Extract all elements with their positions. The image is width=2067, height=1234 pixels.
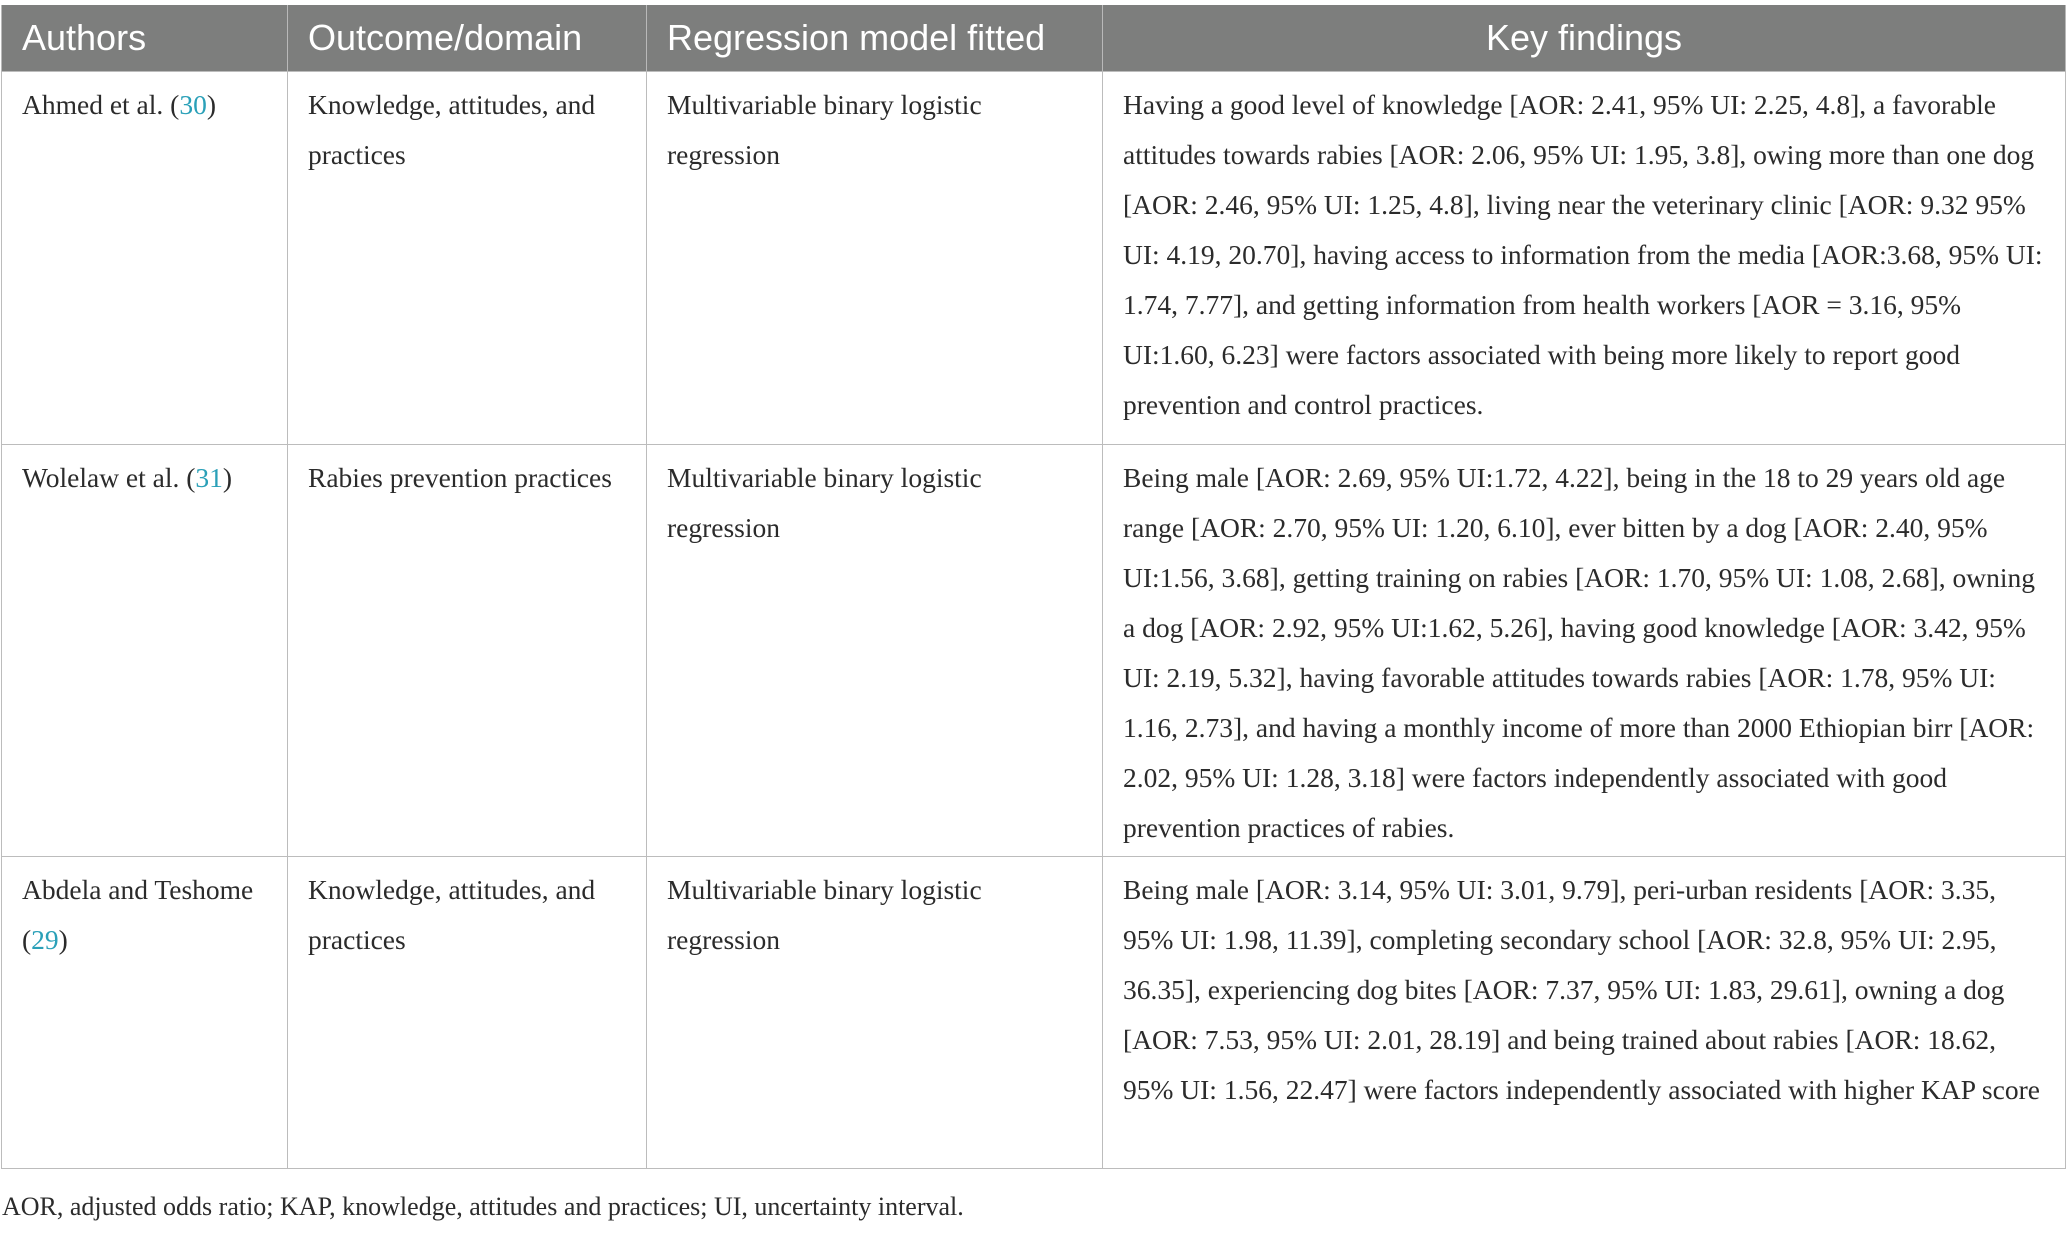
author-name: Abdela and Teshome ( <box>22 874 254 955</box>
cell-authors <box>2 445 288 857</box>
cell-model: Multivariable binary logistic regression <box>647 857 1103 1169</box>
cell-authors <box>2 857 288 1169</box>
citation-link[interactable]: 29 <box>31 924 59 955</box>
cell-model: Multivariable binary logistic regression <box>647 445 1103 857</box>
cell-authors <box>2 72 288 445</box>
table-header-row <box>2 5 2066 72</box>
cell-findings: Being male [AOR: 2.69, 95% UI:1.72, 4.22], being in the 18 to 29 years old age range [AOR: 2.70, 95% UI: 1.20, 6.10], ever bitten by a dog [AOR: 2.40, 95% UI:1.56, 3.68], getting training on rabies [AOR: 1.70, 95% UI: 1.08, 2.68], owning a dog [AOR: 2.92, 95% UI:1.62, 5.26], having good knowledge [AOR: 3.42, 95% UI: 2.19, 5.32], having favorable attitudes towards rabies [AOR: 1.78, 95% UI: 1.16, 2.73], and having a monthly income of more than 2000 Ethiopian birr [AOR: 2.02, 95% UI: 1.28, 3.18] were factors independently associated with good prevention practices of rabies. <box>1103 445 2066 857</box>
cell-outcome: Knowledge, attitudes, and practices <box>288 857 647 1169</box>
cell-outcome: Knowledge, attitudes, and practices <box>288 72 647 445</box>
findings-table-container <box>1 5 2065 1169</box>
author-name: Ahmed et al. ( <box>22 89 180 120</box>
cell-outcome: Rabies prevention practices <box>288 445 647 857</box>
author-suffix: ) <box>58 924 68 955</box>
table-row <box>2 445 2066 857</box>
author-suffix: ) <box>222 462 233 493</box>
column-header-outcome: Outcome/domain <box>288 5 647 72</box>
cell-findings: Being male [AOR: 3.14, 95% UI: 3.01, 9.79], peri-urban residents [AOR: 3.35, 95% UI: 1.98, 11.39], completing secondary school [AOR: 32.8, 95% UI: 2.95, 36.35], experiencing dog bites [AOR: 7.37, 95% UI: 1.83, 29.61], owning a dog [AOR: 7.53, 95% UI: 2.01, 28.19] and being trained about rabies [AOR: 18.62, 95% UI: 1.56, 22.47] were factors independently associated with higher KAP score <box>1103 857 2066 1169</box>
table-row <box>2 72 2066 445</box>
citation-link[interactable]: 30 <box>179 89 207 120</box>
column-header-model: Regression model fitted <box>647 5 1103 72</box>
table-footnote: AOR, adjusted odds ratio; KAP, knowledge, attitudes and practices; UI, uncertainty interval. <box>2 1192 964 1221</box>
findings-table <box>1 5 2066 1169</box>
cell-findings: Having a good level of knowledge [AOR: 2.41, 95% UI: 2.25, 4.8], a favorable attitudes towards rabies [AOR: 2.06, 95% UI: 1.95, 3.8], owing more than one dog [AOR: 2.46, 95% UI: 1.25, 4.8], living near the veterinary clinic [AOR: 9.32 95% UI: 4.19, 20.70], having access to information from the media [AOR:3.68, 95% UI: 1.74, 7.77], and getting information from health workers [AOR = 3.16, 95% UI:1.60, 6.23] were factors associated with being more likely to report good prevention and control practices. <box>1103 72 2066 445</box>
author-name: Wolelaw et al. ( <box>22 462 196 493</box>
table-row <box>2 857 2066 1169</box>
column-header-findings: Key findings <box>1103 5 2066 72</box>
column-header-authors: Authors <box>2 5 288 72</box>
cell-model: Multivariable binary logistic regression <box>647 72 1103 445</box>
citation-link[interactable]: 31 <box>195 462 223 493</box>
author-suffix: ) <box>206 89 216 120</box>
